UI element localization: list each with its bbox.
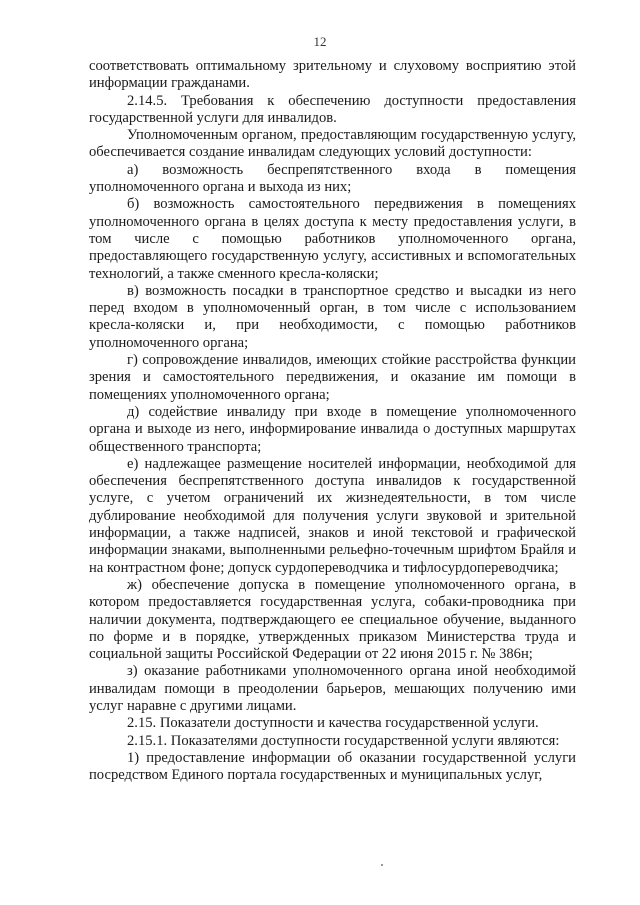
list-item-e: е) надлежащее размещение носителей информации, необходимой для обеспечения беспрепятственного доступа инвалидов к государственной услуге, с учетом ограничений их жизнедеятельности, в том числе дублирование необходимой для получения услуги звуковой и зрительной информации, а также надписей, знаков и иной текстовой и графической информации знаками, выполненными рельефно-точечным шрифтом Брайля и на контрастном фоне; допуск сурдопереводчика и тифлосурдопереводчика; xyxy=(89,455,576,576)
list-item-z: з) оказание работниками уполномоченного органа иной необходимой инвалидам помощи в преодолении барьеров, мешающих получению ими услуг наравне с другими лицами. xyxy=(89,663,576,714)
document-body xyxy=(89,58,576,784)
paragraph-conditions-intro: Уполномоченным органом, предоставляющим государственную услугу, обеспечивается создание инвалидам следующих условий доступности: xyxy=(89,127,576,161)
list-item-v: в) возможность посадки в транспортное средство и высадки из него перед входом в уполномоченный орган, в том числе с использованием кресла-коляски и, при необходимости, с помощью работников уполномоченного органа; xyxy=(89,282,576,351)
section-2-15-heading: 2.15. Показатели доступности и качества государственной услуги. xyxy=(127,715,539,732)
scan-speck xyxy=(381,864,383,866)
paragraph-continuation: соответствовать оптимальному зрительному и слуховому восприятию этой информации гражданами. xyxy=(89,58,576,92)
paragraph-2-14-5: 2.14.5. Требования к обеспечению доступности предоставления государственной услуги для инвалидов. xyxy=(89,92,576,126)
list-item-b: б) возможность самостоятельного передвижения в помещениях уполномоченного органа в целях доступа к месту предоставления услуги, в том числе с помощью работников уполномоченного органа, предоставляющего государственную услугу, ассистивных и вспомогательных технологий, а также сменного кресла-коляски; xyxy=(89,196,576,282)
list-item-a: а) возможность беспрепятственного входа в помещения уполномоченного органа и выхода из них; xyxy=(89,161,576,196)
list-item-d: д) содействие инвалиду при входе в помещение уполномоченного органа и выходе из него, информирование инвалида о доступных маршрутах общественного транспорта; xyxy=(89,403,576,455)
list-item-1: 1) предоставление информации об оказании государственной услуги посредством Единого портала государственных и муниципальных услуг, xyxy=(89,749,576,784)
list-item-zh: ж) обеспечение допуска в помещение уполномоченного органа, в котором предоставляется государственная услуга, собаки-проводника при наличии документа, подтверждающего ее специальное обучение, выданного по форме и в порядке, утвержденных приказом Министерства труда и социальной защиты Российской Федерации от 22 июня 2015 г. № 386н; xyxy=(89,576,576,663)
paragraph-2-15-1: 2.15.1. Показателями доступности государственной услуги являются: xyxy=(127,732,560,749)
list-item-g: г) сопровождение инвалидов, имеющих стойкие расстройства функции зрения и самостоятельного передвижения, и оказание им помощи в помещениях уполномоченного органа; xyxy=(89,352,576,403)
page-number: 12 xyxy=(313,34,327,49)
